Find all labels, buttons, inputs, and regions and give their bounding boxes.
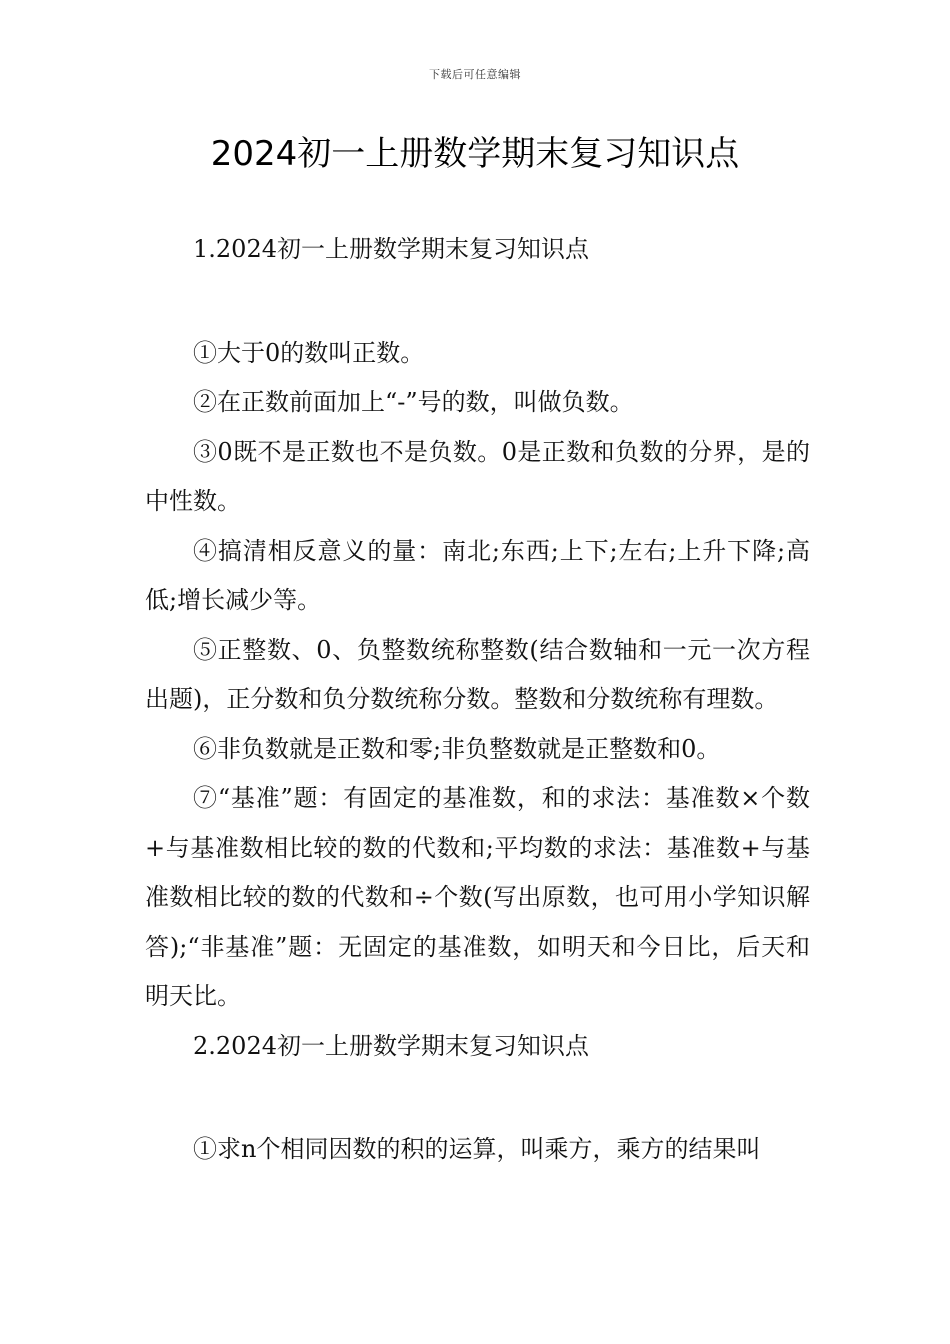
spacer [145,275,810,329]
paragraph: ⑦“基准”题：有固定的基准数，和的求法：基准数×个数+与基准数相比较的数的代数和;平均数的求法：基准数+与基准数相比较的数的代数和÷个数(写出原数，也可用小学知识解答);“非基准”题：无固定的基准数，如明天和今日比，后天和明天比。 [145,784,810,1010]
paragraph: ①大于0的数叫正数。 [193,338,425,367]
paragraph: ④搞清相反意义的量：南北;东西;上下;左右;上升下降;高低;增长减少等。 [145,536,810,614]
paragraph: ②在正数前面加上“-”号的数，叫做负数。 [193,388,634,416]
document-body [145,225,810,1175]
document-title: 2024初一上册数学期末复习知识点 [210,134,740,174]
paragraph: ⑤正整数、0、负整数统称整数(结合数轴和一元一次方程出题)，正分数和负分数统称分数。整数和分数统称有理数。 [145,635,810,713]
paragraph: ①求n个相同因数的积的运算，叫乘方，乘方的结果叫 [193,1135,761,1163]
section-heading-2: 2.2024初一上册数学期末复习知识点 [193,1031,589,1060]
spacer [145,1071,810,1125]
paragraph: ③0既不是正数也不是负数。0是正数和负数的分界，是的中性数。 [145,437,810,515]
header-note: 下载后可任意编辑 [429,68,521,81]
paragraph: ⑥非负数就是正数和零;非负整数就是正整数和0。 [193,734,721,763]
section-heading-1: 1.2024初一上册数学期末复习知识点 [193,235,589,263]
